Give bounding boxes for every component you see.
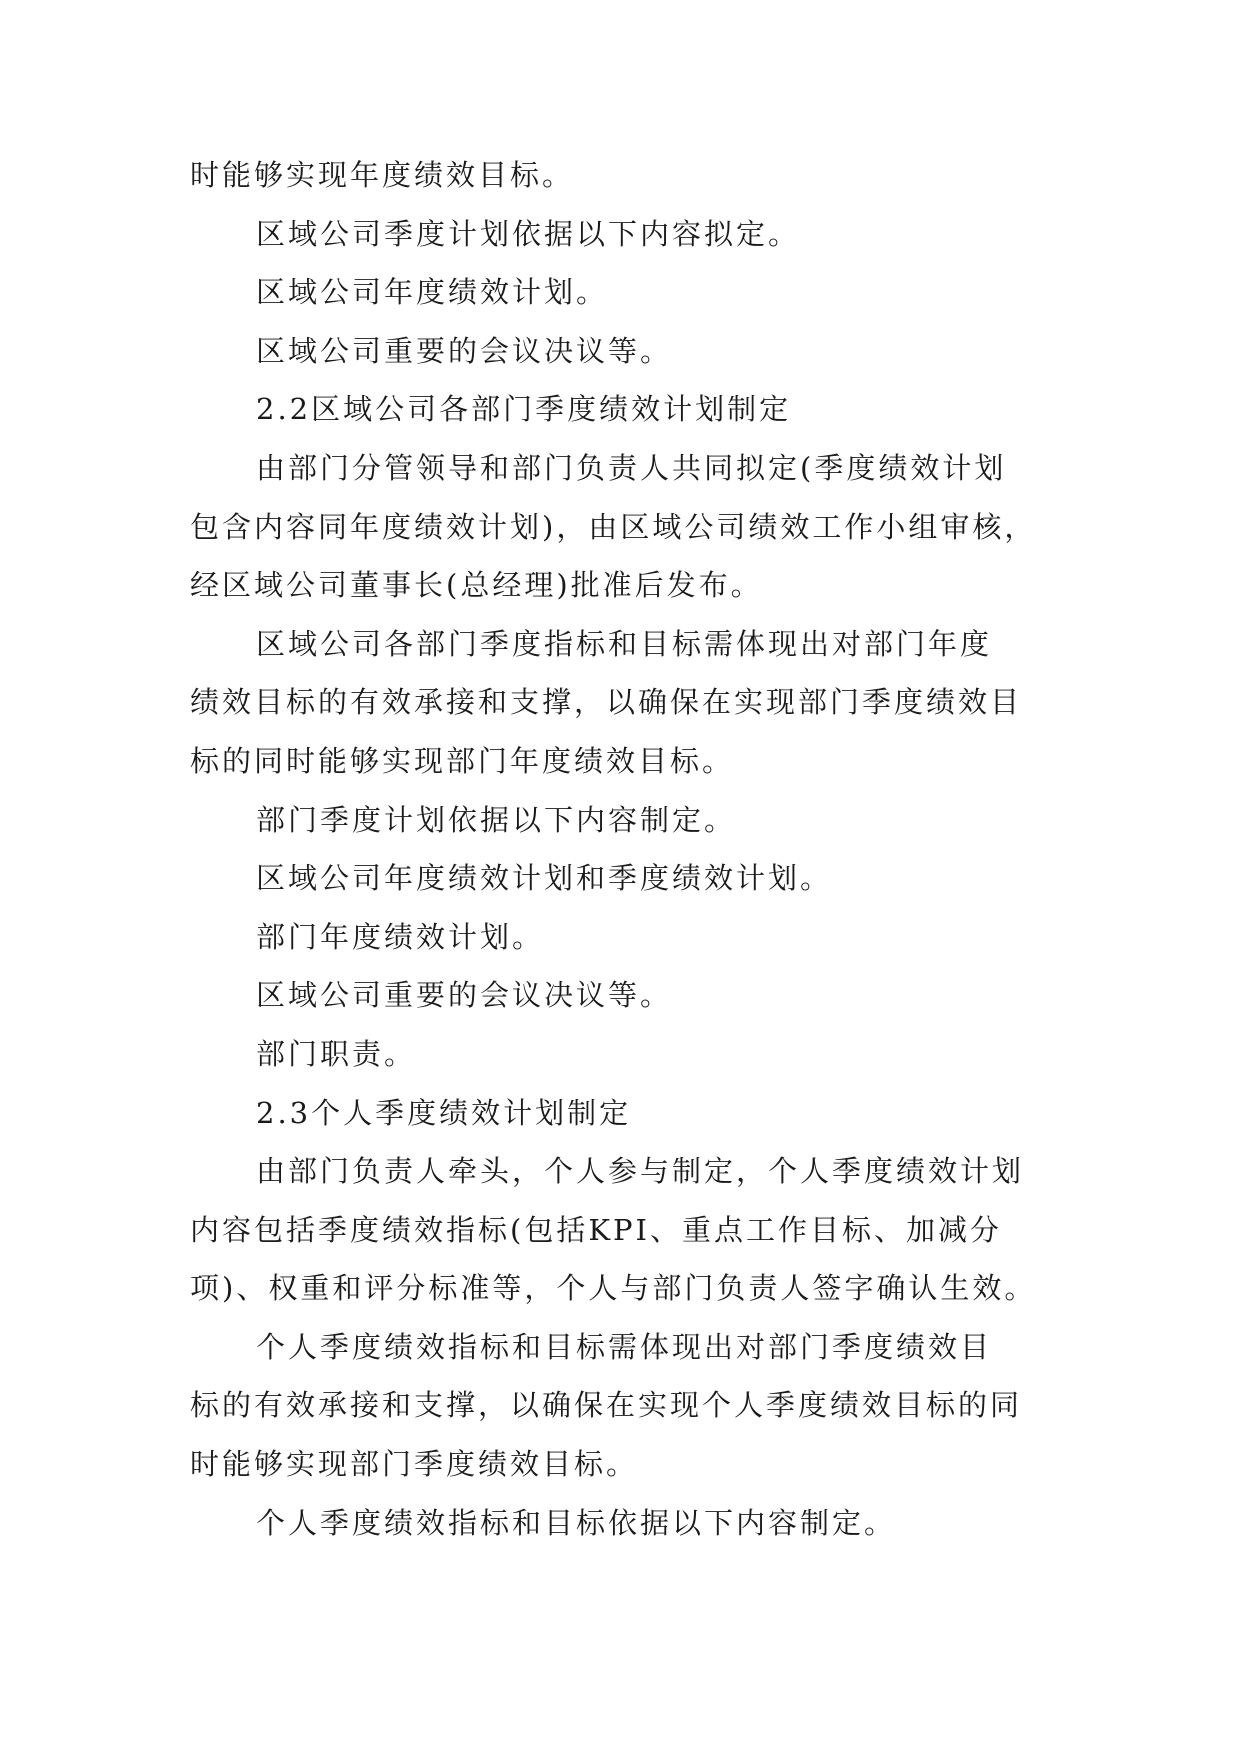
text-line: 标的同时能够实现部门年度绩效目标。 xyxy=(190,743,735,778)
text-line: 时能够实现年度绩效目标。 xyxy=(190,158,575,192)
text-line: 区域公司重要的会议决议等。 xyxy=(256,333,673,368)
text-line: 包含内容同年度绩效计划)，由区域公司绩效工作小组审核， xyxy=(190,509,1037,544)
text-line: 区域公司各部门季度指标和目标需体现出对部门年度 xyxy=(256,626,993,661)
text-line: 部门季度计划依据以下内容制定。 xyxy=(256,802,737,837)
text-line: 由部门分管领导和部门负责人共同拟定(季度绩效计划 xyxy=(256,450,1007,485)
text-line: 部门职责。 xyxy=(256,1036,417,1071)
text-line: 区域公司年度绩效计划和季度绩效计划。 xyxy=(256,861,833,896)
section-heading: 2.2区域公司各部门季度绩效计划制定 xyxy=(256,392,792,427)
text-line: 经区域公司董事长(总经理)批准后发布。 xyxy=(190,568,763,603)
text-line: 时能够实现部门季度绩效目标。 xyxy=(190,1447,639,1482)
text-line: 项)、权重和评分标准等，个人与部门负责人签字确认生效。 xyxy=(190,1271,1037,1306)
text-line: 个人季度绩效指标和目标需体现出对部门季度绩效目 xyxy=(256,1329,993,1364)
text-line: 标的有效承接和支撑，以确保在实现个人季度绩效目标的同 xyxy=(190,1388,1023,1423)
text-line: 个人季度绩效指标和目标依据以下内容制定。 xyxy=(256,1505,897,1540)
section-heading: 2.3个人季度绩效计划制定 xyxy=(256,1095,632,1130)
text-line: 区域公司年度绩效计划。 xyxy=(256,275,609,310)
text-line: 区域公司重要的会议决议等。 xyxy=(256,978,673,1013)
text-line: 绩效目标的有效承接和支撑，以确保在实现部门季度绩效目 xyxy=(190,685,1023,720)
text-line: 部门年度绩效计划。 xyxy=(256,919,545,954)
text-line: 由部门负责人牵头，个人参与制定，个人季度绩效计划 xyxy=(256,1154,1025,1189)
document-page xyxy=(190,155,1056,1561)
text-line: 内容包括季度绩效指标(包括KPI、重点工作目标、加减分 xyxy=(190,1212,1002,1247)
text-line: 区域公司季度计划依据以下内容拟定。 xyxy=(256,216,801,251)
